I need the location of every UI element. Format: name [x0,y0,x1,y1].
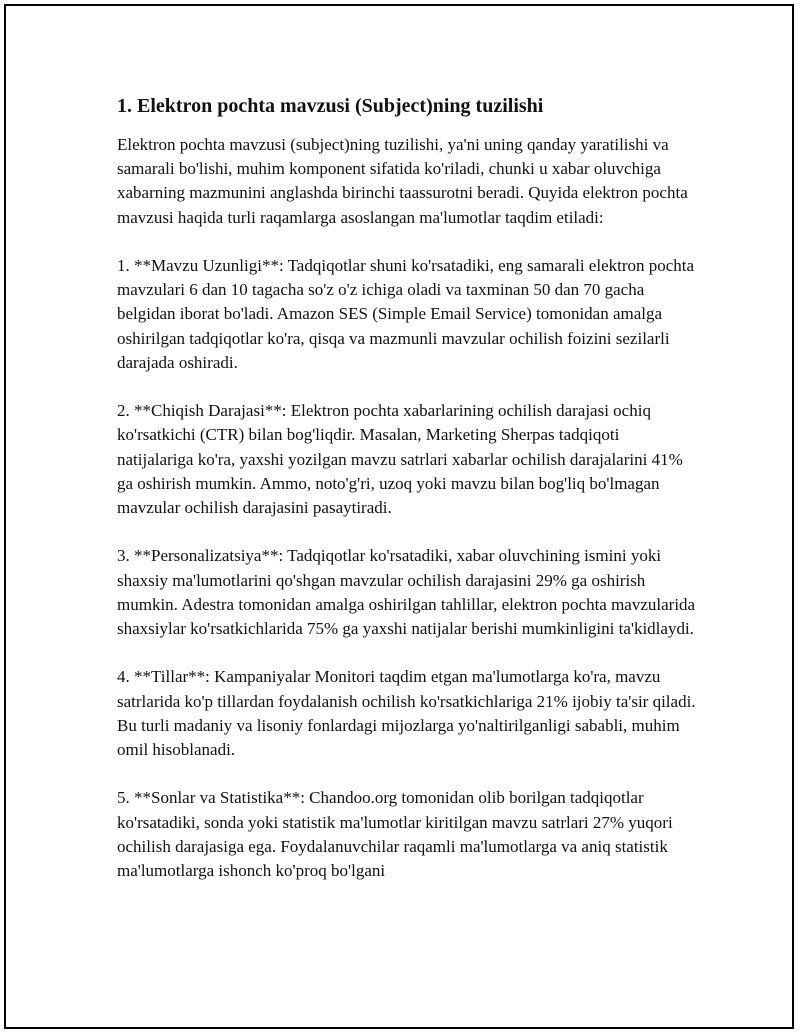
paragraph-numbers-statistics: 5. **Sonlar va Statistika**: Chandoo.org tomonidan olib borilgan tadqiqotlar ko'rsatadiki, sonda yoki statistik ma'lumotlar kiritilgan mavzu satrlari 27% yuqori ochilish darajasiga ega. Foydalanuvchilar raqamli ma'lumotlarga va aniq statistik ma'lumotlarga ishonch ko'proq bo'lgani [117,788,673,881]
section-heading: 1. Elektron pochta mavzusi (Subject)ning tuzilishi [117,95,544,117]
paragraph-personalization: 3. **Personalizatsiya**: Tadqiqotlar ko'rsatadiki, xabar oluvchining ismini yoki shaxsiy ma'lumotlarini qo'shgan mavzular ochilish darajasini 29% ga oshirish mumkin. Adestra tomonidan amalga oshirilgan tahlillar, elektron pochta mavzularida shaxsiylar ko'rsatkichlarida 75% ga yaxshi natijalar berishi mumkinligini ta'kidlaydi. [117,546,696,639]
paragraph-languages: 4. **Tillar**: Kampaniyalar Monitori taqdim etgan ma'lumotlarga ko'ra, mavzu satrlarida ko'p tillardan foydalanish ochilish ko'rsatkichlariga 21% ijobiy ta'sir qiladi. Bu turli madaniy va lisoniy fonlardagi mijozlarga yo'naltirilganligi sababli, muhim omil hisoblanadi. [117,667,696,760]
intro-paragraph: Elektron pochta mavzusi (subject)ning tuzilishi, ya'ni uning qanday yaratilishi va samarali bo'lishi, muhim komponent sifatida ko'riladi, chunki u xabar oluvchiga xabarning mazmunini anglashda birinchi taassurotni beradi. Quyida elektron pochta mavzusi haqida turli raqamlarga asoslangan ma'lumotlar taqdim etiladi: [117,135,688,227]
paragraph-open-rate: 2. **Chiqish Darajasi**: Elektron pochta xabarlarining ochilish darajasi ochiq ko'rsatkichi (CTR) bilan bog'liqdir. Masalan, Marketing Sherpas tadqiqoti natijalariga ko'ra, yaxshi yozilgan mavzu satrlari xabarlar ochilish darajalarini 41% ga oshirish mumkin. Ammo, noto'g'ri, uzoq yoki mavzu bilan bog'liq bo'lmagan mavzular ochilish darajasini pasaytiradi. [117,401,683,518]
document-body [117,92,697,907]
paragraph-subject-length: 1. **Mavzu Uzunligi**: Tadqiqotlar shuni ko'rsatadiki, eng samarali elektron pochta mavzulari 6 dan 10 tagacha so'z o'z ichiga oladi va taxminan 50 dan 70 gacha belgidan iborat bo'ladi. Amazon SES (Simple Email Service) tomonidan amalga oshirilgan tadqiqotlar ko'ra, qisqa va mazmunli mavzular ochilish foizini sezilarli darajada oshiradi. [117,256,695,372]
